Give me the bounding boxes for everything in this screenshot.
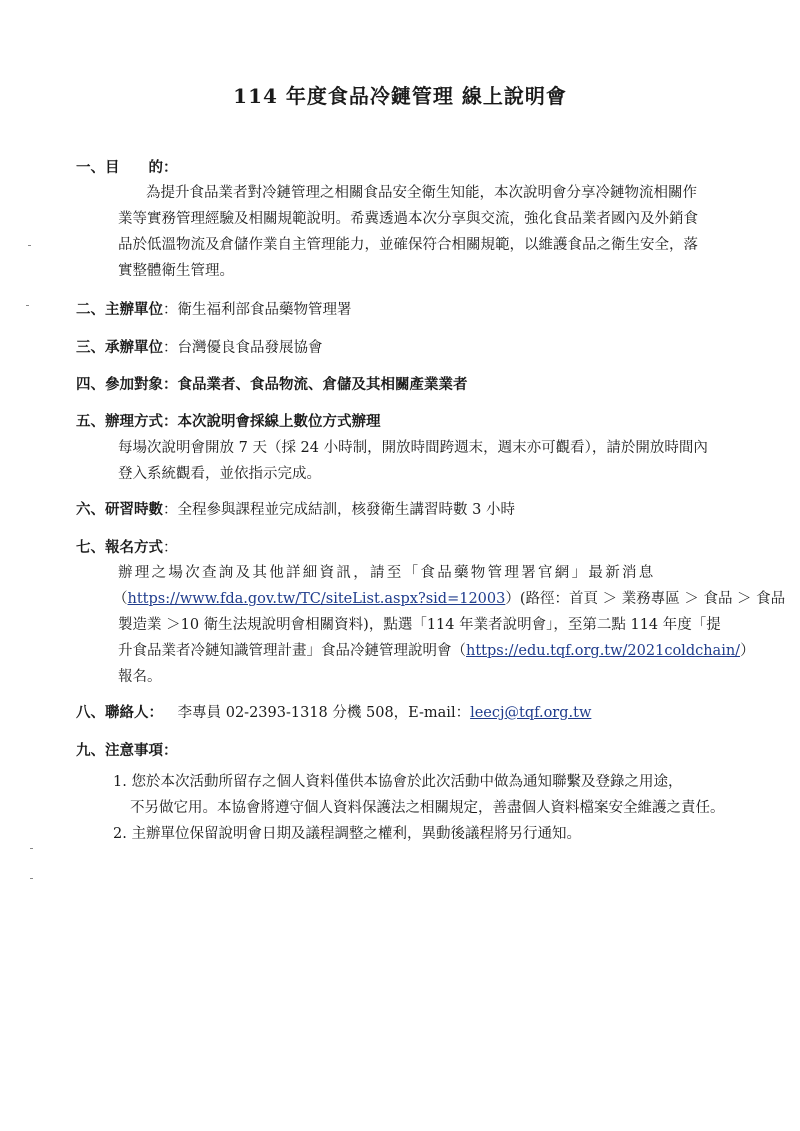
scan-mark xyxy=(30,878,33,879)
section-notes-label: 九、注意事項 xyxy=(76,742,163,759)
section-organizer-label: 二、主辦單位 xyxy=(76,301,163,318)
method-line-1: 每場次說明會開放 7 天（採 24 小時制，開放時間跨週末，週末亦可觀看），請於開放時間內 xyxy=(118,440,708,456)
section-purpose-label: 一、目 的： xyxy=(76,159,178,176)
section-method-value: ：本次說明會採線上數位方式辦理 xyxy=(163,413,381,430)
section-audience xyxy=(76,373,468,394)
registration-line-4 xyxy=(118,639,755,660)
method-line-2: 登入系統觀看，並依指示完成。 xyxy=(118,466,321,482)
section-registration xyxy=(76,536,178,557)
section-hours-value: ：全程參與課程並完成結訓，核發衛生講習時數 3 小時 xyxy=(163,502,515,518)
section-executor xyxy=(76,336,323,357)
section-contact-label: 八、聯絡人 xyxy=(76,704,149,721)
registration-line-3: 製造業 ＞10 衛生法規說明會相關資料)，點選「114 年業者說明會」，至第二點 114 年度「提 xyxy=(118,617,721,633)
registration-line-2-post: ）(路徑：首頁 ＞ 業務專區 ＞ 食品 ＞ 食品 xyxy=(505,591,786,607)
section-method xyxy=(76,410,381,431)
registration-line-5: 報名。 xyxy=(118,669,162,685)
section-organizer-value: 衛生福利部食品藥物管理署 xyxy=(177,302,352,318)
scan-mark xyxy=(30,848,33,849)
scan-mark xyxy=(26,305,29,306)
section-executor-label: 三、承辦單位 xyxy=(76,339,163,356)
contact-email-link[interactable]: leecj@tqf.org.tw xyxy=(470,705,592,721)
section-audience-label: 四、參加對象 xyxy=(76,376,163,393)
purpose-line-3: 品於低溫物流及倉儲作業自主管理能力，並確保符合相關規範，以維護食品之衛生安全，落 xyxy=(118,237,698,253)
purpose-line-4: 實整體衛生管理。 xyxy=(118,263,234,279)
section-hours xyxy=(76,498,515,519)
section-contact-sep: ： xyxy=(148,704,163,721)
section-contact xyxy=(76,701,591,722)
section-method-label: 五、辦理方式 xyxy=(76,413,163,430)
section-audience-value: ：食品業者、食品物流、倉儲及其相關產業業者 xyxy=(163,376,468,393)
registration-line-1: 辦理之場次查詢及其他詳細資訊，請至「食品藥物管理署官網」最新消息 xyxy=(118,565,656,581)
section-organizer xyxy=(76,298,352,319)
section-notes-sep: ： xyxy=(163,742,178,759)
section-registration-label: 七、報名方式 xyxy=(76,539,163,556)
tqf-link[interactable]: https://edu.tqf.org.tw/2021coldchain/ xyxy=(466,643,741,659)
section-organizer-sep: ： xyxy=(163,302,178,318)
section-hours-label: 六、研習時數 xyxy=(76,501,163,518)
note-item-1-line-1: 您於本次活動所留存之個人資料僅供本協會於此次活動中做為通知聯繫及登錄之用途， xyxy=(131,774,683,790)
section-notes xyxy=(76,739,178,760)
purpose-line-1: 為提升食品業者對冷鏈管理之相關食品安全衛生知能，本次說明會分享冷鏈物流相關作 xyxy=(146,185,697,201)
note-item-2-line-1: 主辦單位保留說明會日期及議程調整之權利，異動後議程將另行通知。 xyxy=(131,826,581,842)
section-purpose xyxy=(76,156,178,177)
registration-line-4-pre: 升食品業者冷鏈知識管理計畫」食品冷鏈管理說明會（ xyxy=(118,643,466,659)
registration-line-4-post: ） xyxy=(740,643,755,659)
section-executor-value: 台灣優良食品發展協會 xyxy=(177,340,323,356)
purpose-line-2: 業等實務管理經驗及相關規範說明。希冀透過本次分享與交流，強化食品業者國內及外銷食 xyxy=(118,211,698,227)
registration-line-2 xyxy=(113,587,785,608)
note-item-1-line-2: 不另做它用。本協會將遵守個人資料保護法之相關規定，善盡個人資料檔案安全維護之責任。 xyxy=(130,800,725,816)
note-item-1-num: 1. xyxy=(113,774,127,790)
fda-link[interactable]: https://www.fda.gov.tw/TC/siteList.aspx?sid=12003 xyxy=(127,591,506,607)
registration-line-2-pre: （ xyxy=(113,591,128,607)
section-registration-sep: ： xyxy=(163,540,178,556)
note-item-2 xyxy=(113,822,581,843)
section-executor-sep: ： xyxy=(163,340,178,356)
scan-mark xyxy=(28,245,31,246)
note-item-2-num: 2. xyxy=(113,826,127,842)
note-item-1 xyxy=(113,770,682,791)
section-contact-value: 李專員 02-2393-1318 分機 508，E-mail： xyxy=(177,705,471,721)
document-title: 114 年度食品冷鏈管理 線上說明會 xyxy=(233,84,567,108)
